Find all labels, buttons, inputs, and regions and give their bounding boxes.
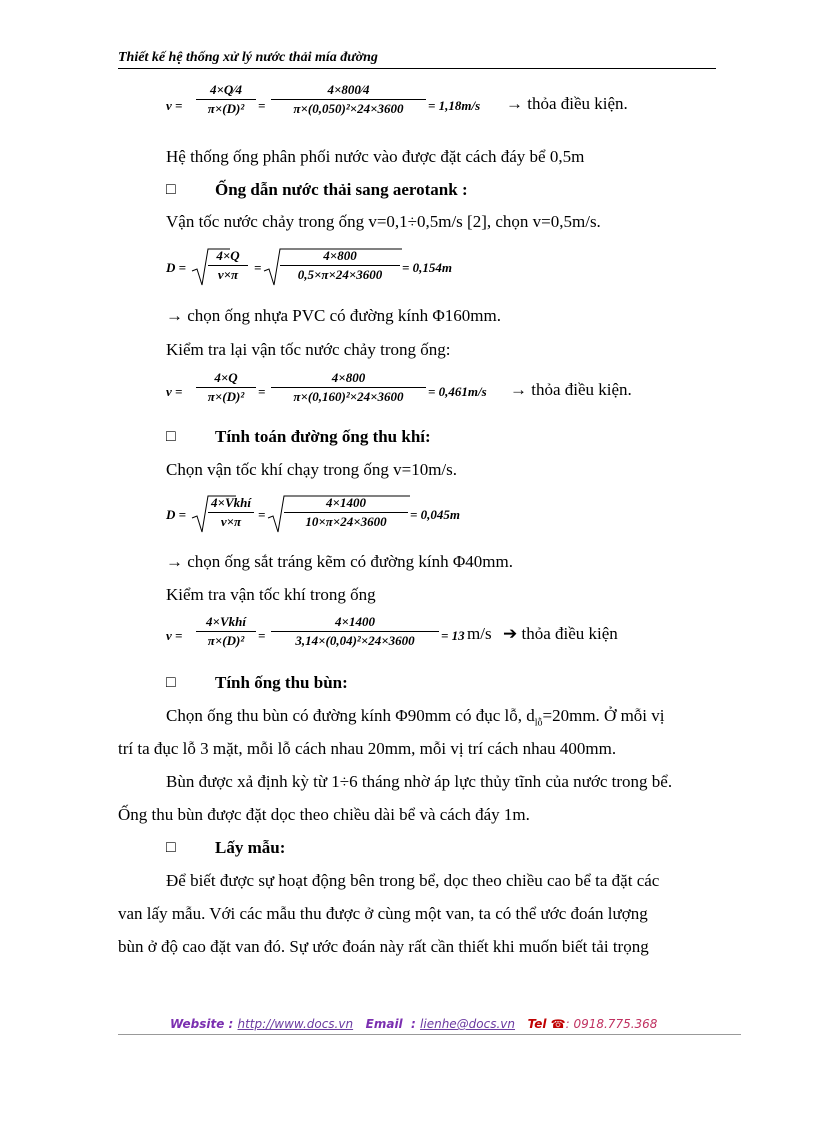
paragraph: Chọn vận tốc khí chạy trong ống v=10m/s. [166,460,458,479]
website-link[interactable]: http://www.docs.vn [237,1017,354,1031]
section-heading: Tính toán đường ống thu khí: [215,427,431,446]
section-heading: Ống dẫn nước thải sang aerotank : [215,180,468,199]
footer-divider [118,1034,741,1035]
paragraph: → chọn ống sắt tráng kẽm có đường kính Φ40mm. [166,552,513,571]
eq-lhs: v = [166,98,183,113]
paragraph: van lấy mẫu. Với các mẫu thu được ở cùng một van, ta có thể ước đoán lượng [118,904,648,923]
section-heading: Tính ống thu bùn: [215,673,348,692]
email-link[interactable]: lienhe@docs.vn [420,1017,516,1031]
eq-fraction-right: 4×800⁄4 π×(0,050)²×24×3600 [271,82,426,117]
paragraph: → chọn ống nhựa PVC có đường kính Φ160mm. [166,306,501,325]
phone-icon: ☎ [550,1017,566,1031]
page-header: Thiết kế hệ thống xử lý nước thải mía đường [118,50,378,65]
paragraph: trí ta đục lỗ 3 mặt, mỗi lỗ cách nhau 20mm, mỗi vị trí cách nhau 400mm. [118,739,617,758]
paragraph: Kiểm tra vận tốc khí trong ống [166,585,376,604]
equation-velocity-3: v = 4×Vkhí π×(D)² = 4×1400 3,14×(0,04)²×24×3600 = 13 m/s ➔ thỏa điều kiện [166,614,618,648]
paragraph: Bùn được xả định kỳ từ 1÷6 tháng nhờ áp lực thủy tĩnh của nước trong bể. [166,772,673,791]
equation-velocity-1: v = 4×Q⁄4 π×(D)² = 4×800⁄4 π×(0,050)²×24×3600 = 1,18m/s → thỏa điều kiện. [166,82,628,116]
bullet-icon: □ [166,839,176,856]
paragraph: Vận tốc nước chảy trong ống v=0,1÷0,5m/s [2], chọn v=0,5m/s. [166,212,601,231]
paragraph: Để biết được sự hoạt động bên trong bể, dọc theo chiều cao bể ta đặt các [166,871,660,890]
paragraph: Kiểm tra lại vận tốc nước chảy trong ống: [166,340,451,359]
equation-velocity-2: v = 4×Q π×(D)² = 4×800 π×(0,160)²×24×3600 = 0,461m/s → thỏa điều kiện. [166,370,632,404]
paragraph: Ống thu bùn được đặt dọc theo chiều dài bể và cách đáy 1m. [118,805,530,824]
page-footer: Website : http://www.docs.vn Email : lienhe@docs.vn Tel ☎: 0918.775.368 [170,1017,658,1031]
bullet-icon: □ [166,674,176,691]
paragraph: Hệ thống ống phân phối nước vào được đặt cách đáy bể 0,5m [166,147,585,166]
header-divider [118,68,716,69]
section-heading: Lấy mẫu: [215,838,286,857]
eq-fraction-left: 4×Q⁄4 π×(D)² [196,82,256,117]
bullet-icon: □ [166,428,176,445]
paragraph: bùn ở độ cao đặt van đó. Sự ước đoán này rất cần thiết khi muốn biết tải trọng [118,937,649,956]
paragraph: Chọn ống thu bùn có đường kính Φ90mm có đục lỗ, $d_{lỗ}=20mm$. Ở mỗi vị [166,706,665,729]
bullet-icon: □ [166,181,176,198]
equation-diameter-2: D = 4×Vkhí v×π = 4×1400 10×π×24×3600 = 0,045m [166,492,566,538]
equation-diameter-1: D = 4×Q v×π = 4×800 0,5×π×24×3600 = 0,154m [166,245,566,291]
